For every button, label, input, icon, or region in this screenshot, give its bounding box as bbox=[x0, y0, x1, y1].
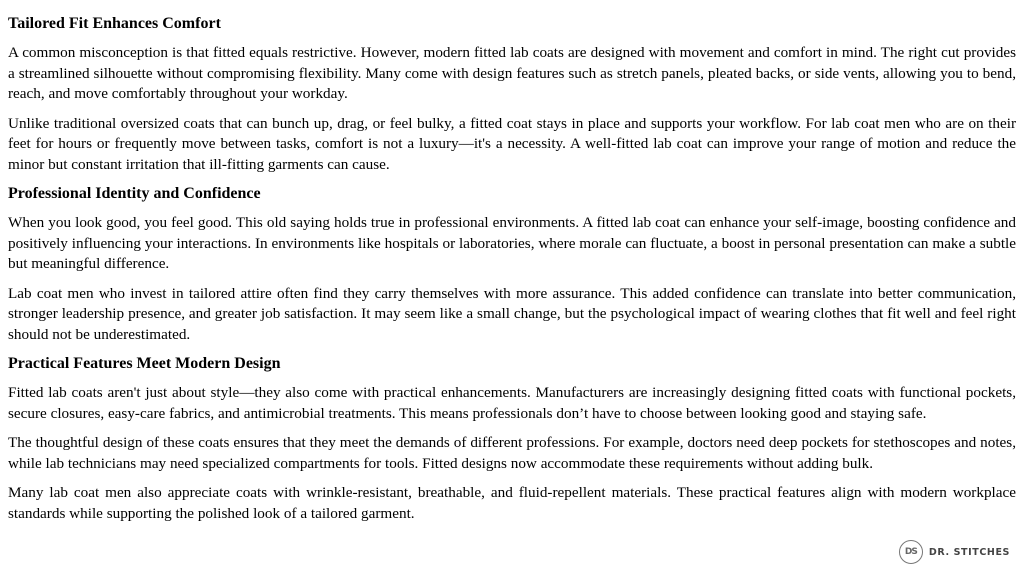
section-heading-confidence: Professional Identity and Confidence bbox=[8, 185, 261, 202]
paragraph: Lab coat men who invest in tailored attire often find they carry themselves with more assurance. This added confidence can translate into better communication, stronger leadership presence, and greater job satisfaction. It may seem like a small change, but the psychological impact of wearing clothes that fit well and feel right should not be underestimated. bbox=[8, 284, 1016, 343]
ds-monogram-icon: DS bbox=[899, 540, 923, 564]
paragraph: Unlike traditional oversized coats that can bunch up, drag, or feel bulky, a fitted coat stays in place and supports your workflow. For lab coat men who are on their feet for hours or frequently move between tasks, comfort is not a luxury—it's a necessity. A well-fitted lab coat can improve your range of motion and reduce the minor but constant irritation that ill-fitting garments can cause. bbox=[8, 114, 1016, 173]
paragraph: When you look good, you feel good. This old saying holds true in professional environments. A fitted lab coat can enhance your self-image, boosting confidence and positively influencing your interactions. In environments like hospitals or laboratories, where morale can fluctuate, a boost in personal presentation can make a subtle but meaningful difference. bbox=[8, 214, 1016, 272]
paragraph: Many lab coat men also appreciate coats with wrinkle-resistant, breathable, and fluid-repellent materials. These practical features align with modern workplace standards while supporting the polished look of a tailored garment. bbox=[8, 484, 1016, 522]
brand-name: DR. STITCHES bbox=[928, 546, 1010, 558]
section-heading-features: Practical Features Meet Modern Design bbox=[8, 355, 281, 372]
section-heading-comfort: Tailored Fit Enhances Comfort bbox=[8, 15, 221, 32]
brand-logo bbox=[899, 538, 1010, 566]
paragraph: The thoughtful design of these coats ensures that they meet the demands of different professions. For example, doctors need deep pockets for stethoscopes and notes, while lab technicians may need specialized compartments for tools. Fitted designs now accommodate these requirements without adding bulk. bbox=[8, 434, 1016, 472]
article-body bbox=[8, 14, 1016, 533]
paragraph: Fitted lab coats aren't just about style—they also come with practical enhancements. Manufacturers are increasingly designing fitted coats with functional pockets, secure closures, easy-care fabrics, and antimicrobial treatments. This means professionals don’t have to choose between looking good and staying safe. bbox=[8, 384, 1016, 422]
paragraph: A common misconception is that fitted equals restrictive. However, modern fitted lab coats are designed with movement and comfort in mind. The right cut provides a streamlined silhouette without compromising flexibility. Many come with design features such as stretch panels, pleated backs, or side vents, allowing you to bend, reach, and move comfortably throughout your workday. bbox=[8, 44, 1016, 102]
